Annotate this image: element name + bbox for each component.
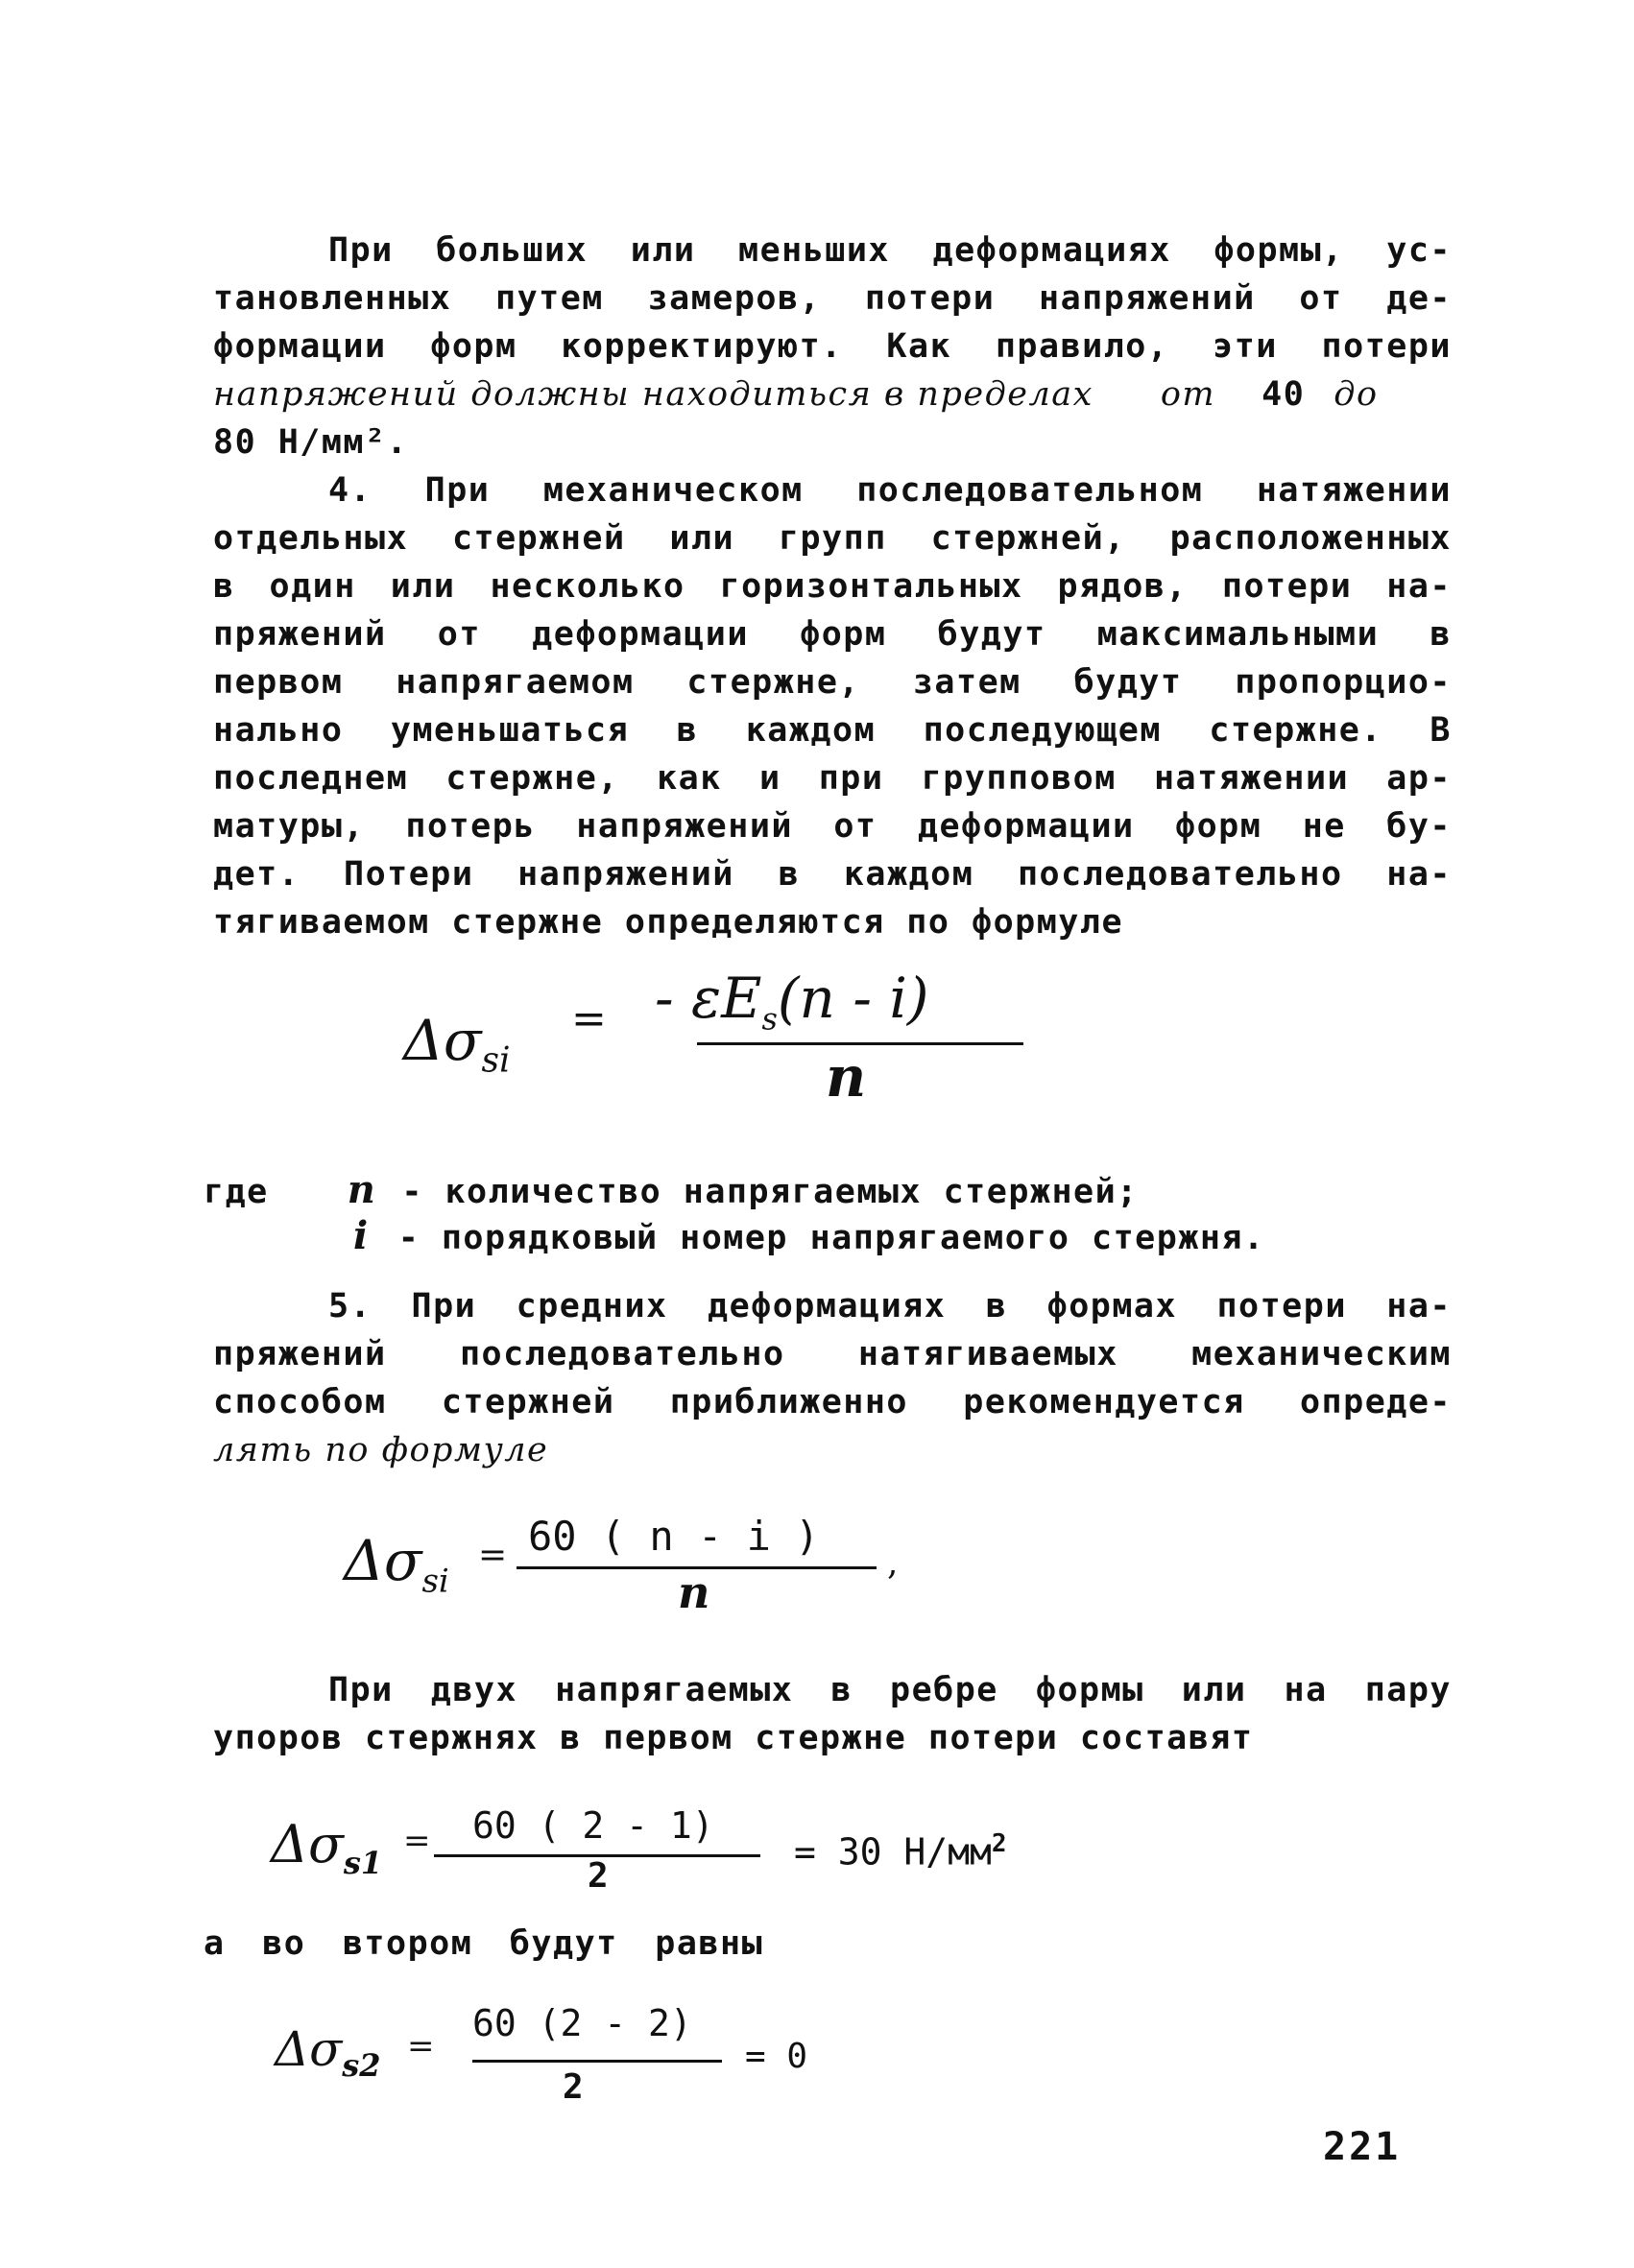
page-number: 221 xyxy=(1323,2125,1402,2169)
formula-equals: = xyxy=(571,994,607,1043)
text-line: 4. При механическом последовательном натяжении xyxy=(328,471,1452,510)
formula-second-bar xyxy=(275,1996,851,2121)
text-line: 80 Н/мм². xyxy=(213,423,409,462)
formula-equals: = xyxy=(407,2027,435,2065)
formula-lhs: $\Delta\sigma_{s2}$ xyxy=(275,2021,381,2084)
formula-equals: = xyxy=(403,1822,431,1860)
text-line: пряжений от деформации форм будут максимальными в xyxy=(213,615,1452,654)
formula-denominator: 2 xyxy=(588,1856,609,1896)
symbol-i: i xyxy=(353,1213,370,1258)
text-line: первом напрягаемом стержне, затем будут пропорцио- xyxy=(213,663,1452,702)
text-line: При больших или меньших деформациях формы, ус- xyxy=(328,231,1452,270)
text-line: упоров стержнях в первом стержне потери составят xyxy=(213,1719,1254,1757)
text-line: 5. При средних деформациях в формах потери на- xyxy=(328,1287,1452,1325)
formula-equals: = xyxy=(478,1536,508,1575)
formula-lhs: $\Delta\sigma_{si}$ xyxy=(403,1008,511,1081)
formula-medium-loss xyxy=(344,1507,920,1632)
formula-first-bar xyxy=(271,1804,1096,1910)
where-word: где xyxy=(204,1173,269,1211)
text-line: последнем стержне, как и при групповом натяжении ар- xyxy=(213,759,1452,798)
formula-result: = 0 xyxy=(745,2037,808,2076)
italic-text-do: до xyxy=(1334,375,1379,414)
symbol-n: n xyxy=(347,1167,377,1212)
text-line: а во втором будут равны xyxy=(204,1924,764,1963)
paragraph-medium-deformation xyxy=(213,1282,1452,1474)
formula-lhs: $\Delta\sigma_{si}$ xyxy=(344,1528,449,1601)
text-line: отдельных стержней или групп стержней, расположенных xyxy=(213,519,1452,558)
formula-denominator: n xyxy=(826,1044,867,1110)
definition-i: - порядковый номер напрягаемого стержня. xyxy=(397,1219,1265,1257)
italic-text-ot: от xyxy=(1160,375,1216,414)
formula-numerator: 60 ( n - i ) xyxy=(528,1513,820,1560)
italic-text-line: лять по формуле xyxy=(213,1431,549,1469)
fraction-bar xyxy=(472,2060,722,2063)
text-line: При двух напрягаемых в ребре формы или на пару xyxy=(328,1671,1452,1709)
formula-comma: , xyxy=(887,1543,899,1583)
text-line: тягиваемом стержне определяются по формуле xyxy=(213,903,1124,942)
paragraph-mechanical-tension xyxy=(213,466,1452,946)
formula-sequential-loss xyxy=(403,960,1037,1123)
formula-result: = 30 $Н/мм^2$ xyxy=(794,1829,1007,1874)
text-line: тановленных путем замеров, потери напряжений от де- xyxy=(213,279,1452,318)
definition-n: - количество напрягаемых стержней; xyxy=(401,1173,1139,1211)
formula-denominator: 2 xyxy=(563,2067,584,2107)
formula-numerator: 60 ( 2 - 1) xyxy=(472,1804,714,1847)
where-line-2 xyxy=(353,1213,1265,1258)
text-line: нально уменьшаться в каждом последующем стержне. В xyxy=(213,711,1452,750)
text-line: дет. Потери напряжений в каждом последовательно на- xyxy=(213,855,1452,894)
paragraph-second-bar xyxy=(204,1920,1442,1968)
text-line xyxy=(213,370,1452,418)
formula-numerator: 60 (2 - 2) xyxy=(472,2002,692,2044)
text-line: матуры, потерь напряжений от деформации форм не бу- xyxy=(213,807,1452,846)
where-line-1 xyxy=(204,1167,1139,1212)
formula-lhs: $\Delta\sigma_{s1}$ xyxy=(271,1814,383,1881)
italic-text: напряжений должны находиться в пределах xyxy=(213,375,1093,414)
formula-denominator: n xyxy=(678,1566,710,1618)
text-line: пряжений последовательно натягиваемых механическим xyxy=(213,1335,1452,1373)
text-line: способом стержней приближенно рекомендуется опреде- xyxy=(213,1383,1452,1421)
value-40: 40 xyxy=(1262,375,1306,414)
text-line: формации форм корректируют. Как правило, эти потери xyxy=(213,327,1452,366)
formula-numerator: - $\varepsilon E_s(n - i)$ xyxy=(655,966,929,1038)
text-line: в один или несколько горизонтальных рядов, потери на- xyxy=(213,567,1452,606)
paragraph-two-bars xyxy=(213,1666,1452,1762)
paragraph-deformation-losses xyxy=(213,227,1452,466)
